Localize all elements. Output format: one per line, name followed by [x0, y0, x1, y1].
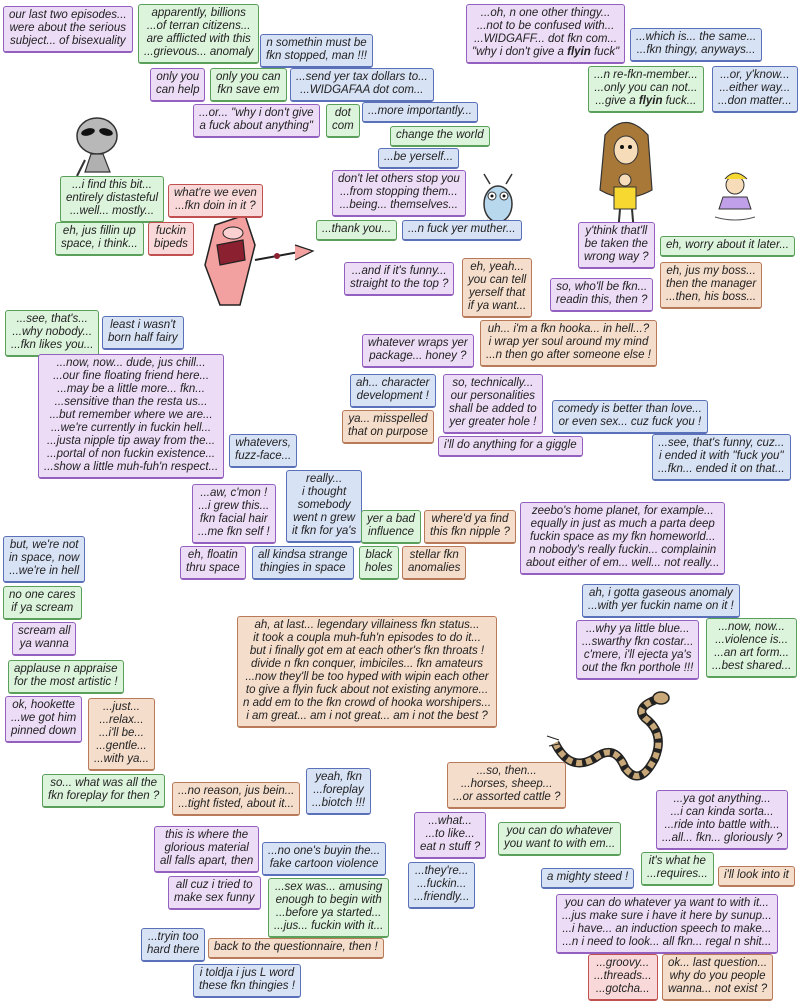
speech-bubble: black holes: [359, 546, 399, 580]
speech-bubble: only you can fkn save em: [210, 68, 287, 102]
speech-bubble: ...or, y'know... ...either way... ...don matter...: [712, 66, 798, 113]
speech-bubble: ...what... ...to like... eat n stuff ?: [414, 812, 486, 859]
speech-bubble: ...no one's buyin the... fake cartoon violence: [262, 842, 386, 876]
speech-bubble: scream all ya wanna: [12, 622, 76, 656]
floating-kid-figure: [705, 165, 765, 225]
speech-bubble: ...see, that's... ...why nobody... ...fkn likes you...: [5, 310, 99, 357]
speech-bubble: ...i find this bit... entirely distasteful ...well... mostly...: [60, 176, 164, 223]
speech-bubble: stellar fkn anomalies: [402, 546, 466, 580]
speech-bubble: ok... last question... why do you people wanna... not exist ?: [662, 954, 773, 1001]
speech-bubble: ...thank you...: [316, 220, 397, 241]
speech-bubble: n somethin must be fkn stopped, man !!!: [260, 34, 373, 68]
speech-bubble: ah... character development !: [350, 374, 436, 408]
speech-bubble: but, we're not in space, now ...we're in hell: [3, 536, 85, 583]
speech-bubble: dot com: [326, 104, 360, 138]
speech-bubble: back to the questionnaire, then !: [208, 938, 384, 959]
speech-bubble: ...which is... the same... ...fkn thingy, anyways...: [630, 28, 762, 62]
speech-bubble: so... what was all the fkn foreplay for then ?: [42, 774, 165, 808]
speech-bubble: eh, jus fillin up space, i think...: [55, 222, 144, 256]
speech-bubble: ...sex was... amusing enough to begin with ...before ya started... ...jus... fuckin with it...: [268, 878, 389, 938]
speech-bubble: really... i thought somebody went n grew it fkn for ya's: [286, 470, 362, 543]
speech-bubble: uh... i'm a fkn hooka... in hell...? i wrap yer soul around my mind ...n then go after someone else !: [480, 320, 657, 367]
speech-bubble: ...why ya little blue... ...swarthy fkn costar... c'mere, i'll ejecta ya's out the fkn porthole !!!: [576, 620, 699, 680]
speech-bubble: ...n fuck yer muther...: [402, 220, 522, 241]
speech-bubble: i'll look into it: [718, 866, 795, 887]
speech-bubble: y'think that'll be taken the wrong way ?: [578, 222, 655, 269]
speech-bubble: our last two episodes... were about the serious subject... of bisexuality: [3, 6, 133, 53]
speech-bubble: eh, yeah... you can tell yerself that if ya want...: [462, 258, 532, 318]
speech-bubble: ...and if it's funny... straight to the top ?: [344, 262, 454, 296]
speech-bubble: ...so, then... ...horses, sheep... ...or assorted cattle ?: [447, 762, 566, 809]
speech-bubble: ya... misspelled that on purpose: [342, 410, 434, 444]
speech-bubble: comedy is better than love... or even sex... cuz fuck you !: [552, 400, 708, 434]
speech-bubble: yeah, fkn ...foreplay ...biotch !!!: [306, 768, 371, 815]
speech-bubble: apparently, billions ...of terran citizens... are afflicted with this ...grievous... anomaly: [138, 4, 259, 64]
speech-bubble: whatevers, fuzz-face...: [229, 434, 297, 468]
speech-bubble: ok, hookette ...we got him pinned down: [5, 696, 82, 743]
speech-bubble: all kindsa strange thingies in space: [252, 546, 354, 580]
speech-bubble: i toldja i jus L word these fkn thingies !: [193, 964, 301, 998]
speech-bubble: you can do whatever ya want to with it... ...jus make sure i have it here by sunup... ...i have... an induction speech to make... ...n i need to look... all fkn... regal n shit...: [556, 894, 778, 954]
snake-figure: [545, 688, 695, 788]
speech-bubble: ...or... "why i don't give a fuck about anything": [193, 104, 320, 138]
speech-bubble: ah, at last... legendary villainess fkn status... it took a coupla muh-fuh'n episodes to do it... but i finally got em at each other's fkn throats ! divide n fkn conquer, imbiciles... fkn amateurs ...now they'll be too hyped with wipin each other to give a flyin fuck about not existing anymore... n add em to the fkn crowd of hooka worshipers... i am great... am i not great... am i not the best ?: [237, 616, 497, 728]
speech-bubble: ...now, now... ...violence is... ...an art form... ...best shared...: [706, 618, 797, 678]
speech-bubble: eh, jus my boss... then the manager ...then, his boss...: [660, 262, 762, 309]
speech-bubble: ...groovy... ...threads... ...gotcha...: [588, 954, 658, 1001]
speech-bubble: zeebo's home planet, for example... equally in just as much a parta deep fuckin space as my fkn homeworld... n nobody's really fuckin... complainin about either of em... well... not really...: [520, 502, 725, 575]
speech-bubble: ...tryin too hard there: [141, 928, 205, 962]
speech-bubble: ...n re-fkn-member... ...only you can not... ...give a flyin fuck...: [588, 66, 704, 113]
speech-bubble: ...see, that's funny, cuz... i ended it with "fuck you" ...fkn... ended it on that...: [652, 434, 791, 481]
speech-bubble: eh, floatin thru space: [180, 546, 246, 580]
speech-bubble: ...just... ...relax... ...i'll be... ...gentle... ...with ya...: [88, 698, 155, 771]
speech-bubble: fuckin bipeds: [148, 222, 194, 256]
speech-bubble: ...be yerself...: [378, 148, 459, 169]
long-haired-guy-figure: [590, 115, 660, 235]
speech-bubble: yer a bad influence: [361, 510, 421, 544]
speech-bubble: you can do whatever you want to with em...: [498, 822, 621, 856]
speech-bubble: ah, i gotta gaseous anomaly ...with yer fuckin name on it !: [582, 584, 740, 618]
speech-bubble: so, technically... our personalities shall be added to yer greater hole !: [443, 374, 543, 434]
speech-bubble: ...oh, n one other thingy... ...not to be confused with... ...WIDGAFF... dot fkn com... "why i don't give a flyin fuck": [466, 4, 625, 64]
speech-bubble: this is where the glorious material all falls apart, then: [154, 826, 259, 873]
speech-bubble: ...now, now... dude, jus chill... ...our fine floating friend here... ...may be a little more... fkn... ...sensitive than the resta us... ...but remember where we are... ...we're currently in fuckin hell... ...justa nipple tip away from the... ...portal of non fuckin existence... ...show a little muh-fuh'n respect...: [38, 354, 224, 479]
speech-bubble: change the world: [390, 126, 490, 147]
speech-bubble: don't let others stop you ...from stopping them... ...being... themselves...: [332, 170, 466, 217]
speech-bubble: only you can help: [150, 68, 205, 102]
speech-bubble: whatever wraps yer package... honey ?: [362, 334, 474, 368]
speech-bubble: no one cares if ya scream: [3, 586, 82, 620]
speech-bubble: ...no reason, jus bein... ...tight fisted, about it...: [172, 782, 300, 816]
speech-bubble: ...ya got anything... ...i can kinda sorta... ...ride into battle with... ...all... fkn... gloriously ?: [656, 790, 788, 850]
speech-bubble: a mighty steed !: [541, 868, 634, 889]
speech-bubble: it's what he ...requires...: [641, 852, 714, 886]
speech-bubble: ...send yer tax dollars to... ...WIDGAFAA dot com...: [290, 68, 434, 102]
speech-bubble: all cuz i tried to make sex funny: [168, 876, 261, 910]
speech-bubble: what're we even ...fkn doin in it ?: [168, 184, 263, 218]
speech-bubble: so, who'll be fkn... readin this, then ?: [550, 278, 653, 312]
speech-bubble: ...more importantly...: [362, 102, 478, 123]
speech-bubble: least i wasn't born half fairy: [102, 316, 184, 350]
speech-bubble: i'll do anything for a giggle: [438, 436, 583, 457]
speech-bubble: ...aw, c'mon ! ...i grew this... fkn facial hair ...me fkn self !: [192, 484, 276, 544]
speech-bubble: applause n appraise for the most artistic !: [8, 660, 124, 694]
speech-bubble: where'd ya find this fkn nipple ?: [424, 510, 516, 544]
speech-bubble: ...they're... ...fuckin... ...friendly...: [408, 862, 475, 909]
speech-bubble: eh, worry about it later...: [660, 236, 795, 257]
